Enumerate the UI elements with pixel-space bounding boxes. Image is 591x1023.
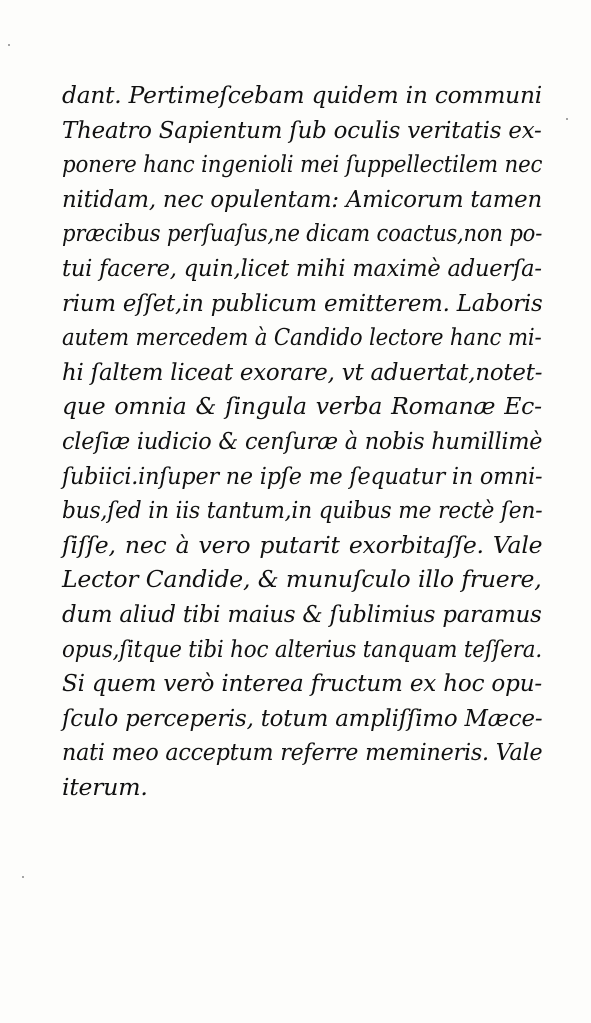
text-line-4: nitidam, nec opulentam: Amicorum tamen [62, 184, 542, 213]
text-line-16: dum aliud tibi maius & ſublimius paramus [62, 599, 542, 628]
text-line-1: dant. Pertimeſcebam quidem in communi [62, 81, 542, 109]
text-line-9: hi ſaltem liceat exorare, vt aduertat,notet- [62, 357, 543, 386]
text-line-20: nati meo acceptum referre memineris. Vale [62, 738, 543, 767]
paper-speck [566, 118, 568, 120]
text-line-10: que omnia & ſingula verba Romanæ Ec- [62, 392, 542, 421]
text-line-18: Si quem verò interea fructum ex hoc opu- [62, 669, 542, 698]
paper-speck [8, 44, 10, 46]
text-line-17: opus,ſitque tibi hoc alterius tanquam teſſera. [62, 634, 542, 663]
text-line-11: cleſiæ iudicio & cenſuræ à nobis humillimè [62, 426, 543, 455]
text-line-2: Theatro Sapientum ſub oculis veritatis ex- [62, 115, 542, 144]
text-line-13: bus,ſed in iis tantum,in quibus me rectè ſen- [62, 496, 543, 525]
paper-speck [22, 876, 24, 878]
page-text [62, 78, 542, 804]
text-line-6: tui facere, quin,licet mihi maximè aduerſa- [62, 253, 542, 282]
text-line-5: præcibus perſuaſus,ne dicam coactus,non po- [62, 219, 543, 248]
text-line-14: ſiſſe, nec à vero putarit exorbitaſſe. Vale [62, 530, 543, 559]
text-line-21: iterum. [62, 772, 148, 801]
text-line-15: Lector Candide, & munuſculo illo fruere, [62, 565, 542, 594]
text-line-8: autem mercedem à Candido lectore hanc mi- [62, 323, 542, 352]
text-line-7: rium eſſet,in publicum emitterem. Laboris [62, 288, 543, 317]
text-line-19: ſculo perceperis, totum ampliſſimo Mæce- [62, 703, 543, 732]
text-line-12: ſubiici.inſuper ne ipſe me ſequatur in omni- [62, 461, 543, 490]
text-line-3: ponere hanc ingenioli mei ſuppellectilem nec [62, 150, 543, 179]
